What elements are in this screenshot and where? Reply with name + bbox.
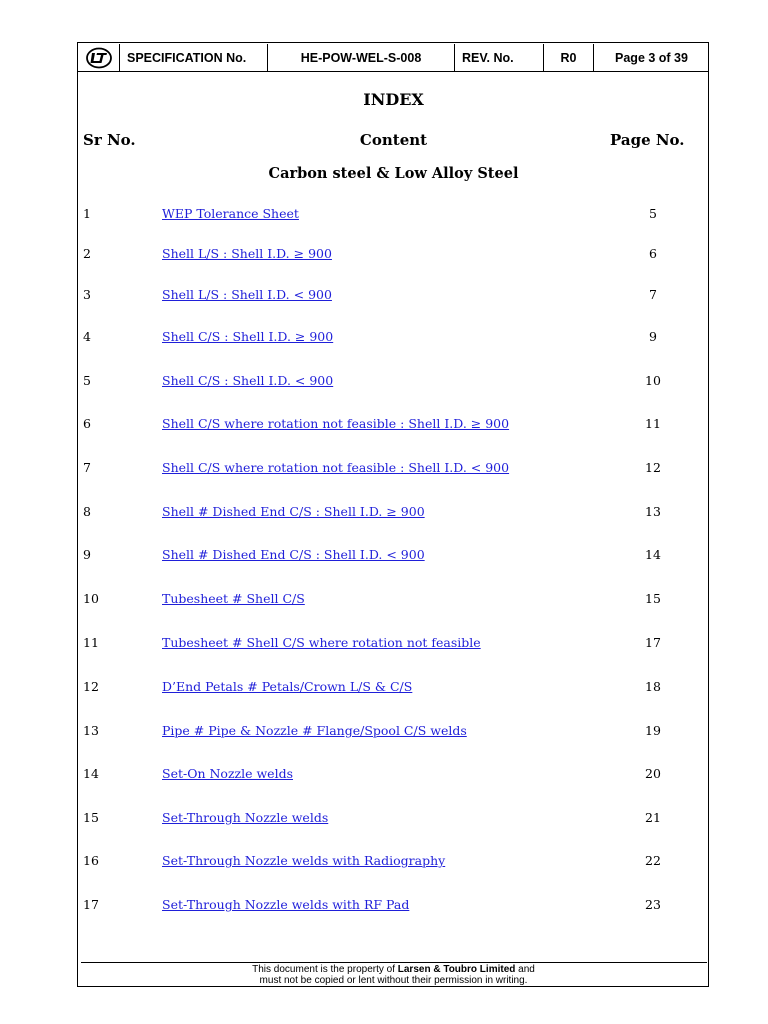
index-row	[0, 853, 768, 873]
row-content-link[interactable]: Set-Through Nozzle welds with Radiography	[162, 853, 446, 868]
index-row	[0, 591, 768, 611]
index-row	[0, 416, 768, 436]
row-content-link[interactable]: Shell C/S where rotation not feasible : Shell I.D. < 900	[162, 460, 510, 475]
rev-label: REV. No.	[455, 44, 544, 71]
column-header-page: Page No.	[610, 131, 685, 149]
row-page-number: 14	[645, 547, 661, 562]
index-row	[0, 287, 768, 307]
row-content-link[interactable]: Shell # Dished End C/S : Shell I.D. ≥ 900	[162, 504, 425, 519]
footer-text-line2: must not be copied or lent without their permission in writing.	[259, 975, 528, 986]
row-sr-number: 7	[83, 460, 91, 475]
row-sr-number: 2	[83, 246, 91, 261]
row-content-link[interactable]: Set-On Nozzle welds	[162, 766, 293, 781]
row-content-link[interactable]: Shell C/S where rotation not feasible : Shell I.D. ≥ 900	[162, 416, 510, 431]
row-content-link[interactable]: Shell C/S : Shell I.D. ≥ 900	[162, 329, 334, 344]
index-row	[0, 329, 768, 349]
index-row	[0, 766, 768, 786]
row-page-number: 17	[645, 635, 661, 650]
index-row	[0, 504, 768, 524]
row-sr-number: 1	[83, 206, 91, 221]
row-content-link[interactable]: Tubesheet # Shell C/S where rotation not feasible	[162, 635, 481, 650]
row-page-number: 22	[645, 853, 661, 868]
row-page-number: 5	[649, 206, 657, 221]
page-title: INDEX	[363, 90, 424, 109]
row-content-link[interactable]: Set-Through Nozzle welds with RF Pad	[162, 897, 410, 912]
row-page-number: 13	[645, 504, 661, 519]
footer-company: Larsen & Toubro Limited	[397, 964, 516, 975]
row-sr-number: 5	[83, 373, 91, 388]
index-row	[0, 206, 768, 226]
column-header-sr: Sr No.	[83, 131, 136, 149]
section-heading: Carbon steel & Low Alloy Steel	[268, 165, 519, 182]
row-sr-number: 15	[83, 810, 99, 825]
row-sr-number: 17	[83, 897, 99, 912]
row-sr-number: 10	[83, 591, 99, 606]
index-row	[0, 679, 768, 699]
row-page-number: 23	[645, 897, 661, 912]
row-page-number: 12	[645, 460, 661, 475]
row-page-number: 20	[645, 766, 661, 781]
row-content-link[interactable]: Shell L/S : Shell I.D. < 900	[162, 287, 332, 302]
row-sr-number: 12	[83, 679, 99, 694]
index-row	[0, 723, 768, 743]
index-row	[0, 373, 768, 393]
index-row	[0, 460, 768, 480]
row-sr-number: 9	[83, 547, 91, 562]
index-row	[0, 810, 768, 830]
row-page-number: 19	[645, 723, 661, 738]
row-page-number: 15	[645, 591, 661, 606]
footer-divider	[81, 962, 707, 963]
row-page-number: 9	[649, 329, 657, 344]
row-sr-number: 3	[83, 287, 91, 302]
row-page-number: 21	[645, 810, 661, 825]
spec-number: HE-POW-WEL-S-008	[268, 44, 455, 71]
index-row	[0, 897, 768, 917]
row-content-link[interactable]: Pipe # Pipe & Nozzle # Flange/Spool C/S welds	[162, 723, 467, 738]
index-row	[0, 547, 768, 567]
index-row	[0, 246, 768, 266]
row-sr-number: 8	[83, 504, 91, 519]
row-sr-number: 11	[83, 635, 99, 650]
footer-text-pre: This document is the property of	[252, 964, 398, 975]
row-sr-number: 13	[83, 723, 99, 738]
row-content-link[interactable]: Shell L/S : Shell I.D. ≥ 900	[162, 246, 332, 261]
row-sr-number: 6	[83, 416, 91, 431]
row-sr-number: 14	[83, 766, 99, 781]
footer-text-post: and	[515, 964, 535, 975]
row-content-link[interactable]: Tubesheet # Shell C/S	[162, 591, 305, 606]
row-page-number: 6	[649, 246, 657, 261]
row-content-link[interactable]: WEP Tolerance Sheet	[162, 206, 299, 221]
row-content-link[interactable]: Set-Through Nozzle welds	[162, 810, 329, 825]
row-page-number: 10	[645, 373, 661, 388]
rev-value: R0	[544, 44, 594, 71]
row-content-link[interactable]: Shell # Dished End C/S : Shell I.D. < 900	[162, 547, 425, 562]
column-header-content: Content	[359, 131, 428, 149]
row-page-number: 11	[645, 416, 661, 431]
row-content-link[interactable]: D’End Petals # Petals/Crown L/S & C/S	[162, 679, 413, 694]
footer-notice	[78, 964, 709, 986]
row-sr-number: 16	[83, 853, 99, 868]
lt-logo-icon	[85, 47, 113, 69]
row-sr-number: 4	[83, 329, 91, 344]
company-logo-cell	[78, 44, 120, 71]
page-indicator: Page 3 of 39	[615, 50, 688, 65]
row-page-number: 7	[649, 287, 657, 302]
row-content-link[interactable]: Shell C/S : Shell I.D. < 900	[162, 373, 334, 388]
index-row	[0, 635, 768, 655]
row-page-number: 18	[645, 679, 661, 694]
spec-label: SPECIFICATION No.	[120, 44, 268, 71]
spec-header	[78, 44, 709, 72]
